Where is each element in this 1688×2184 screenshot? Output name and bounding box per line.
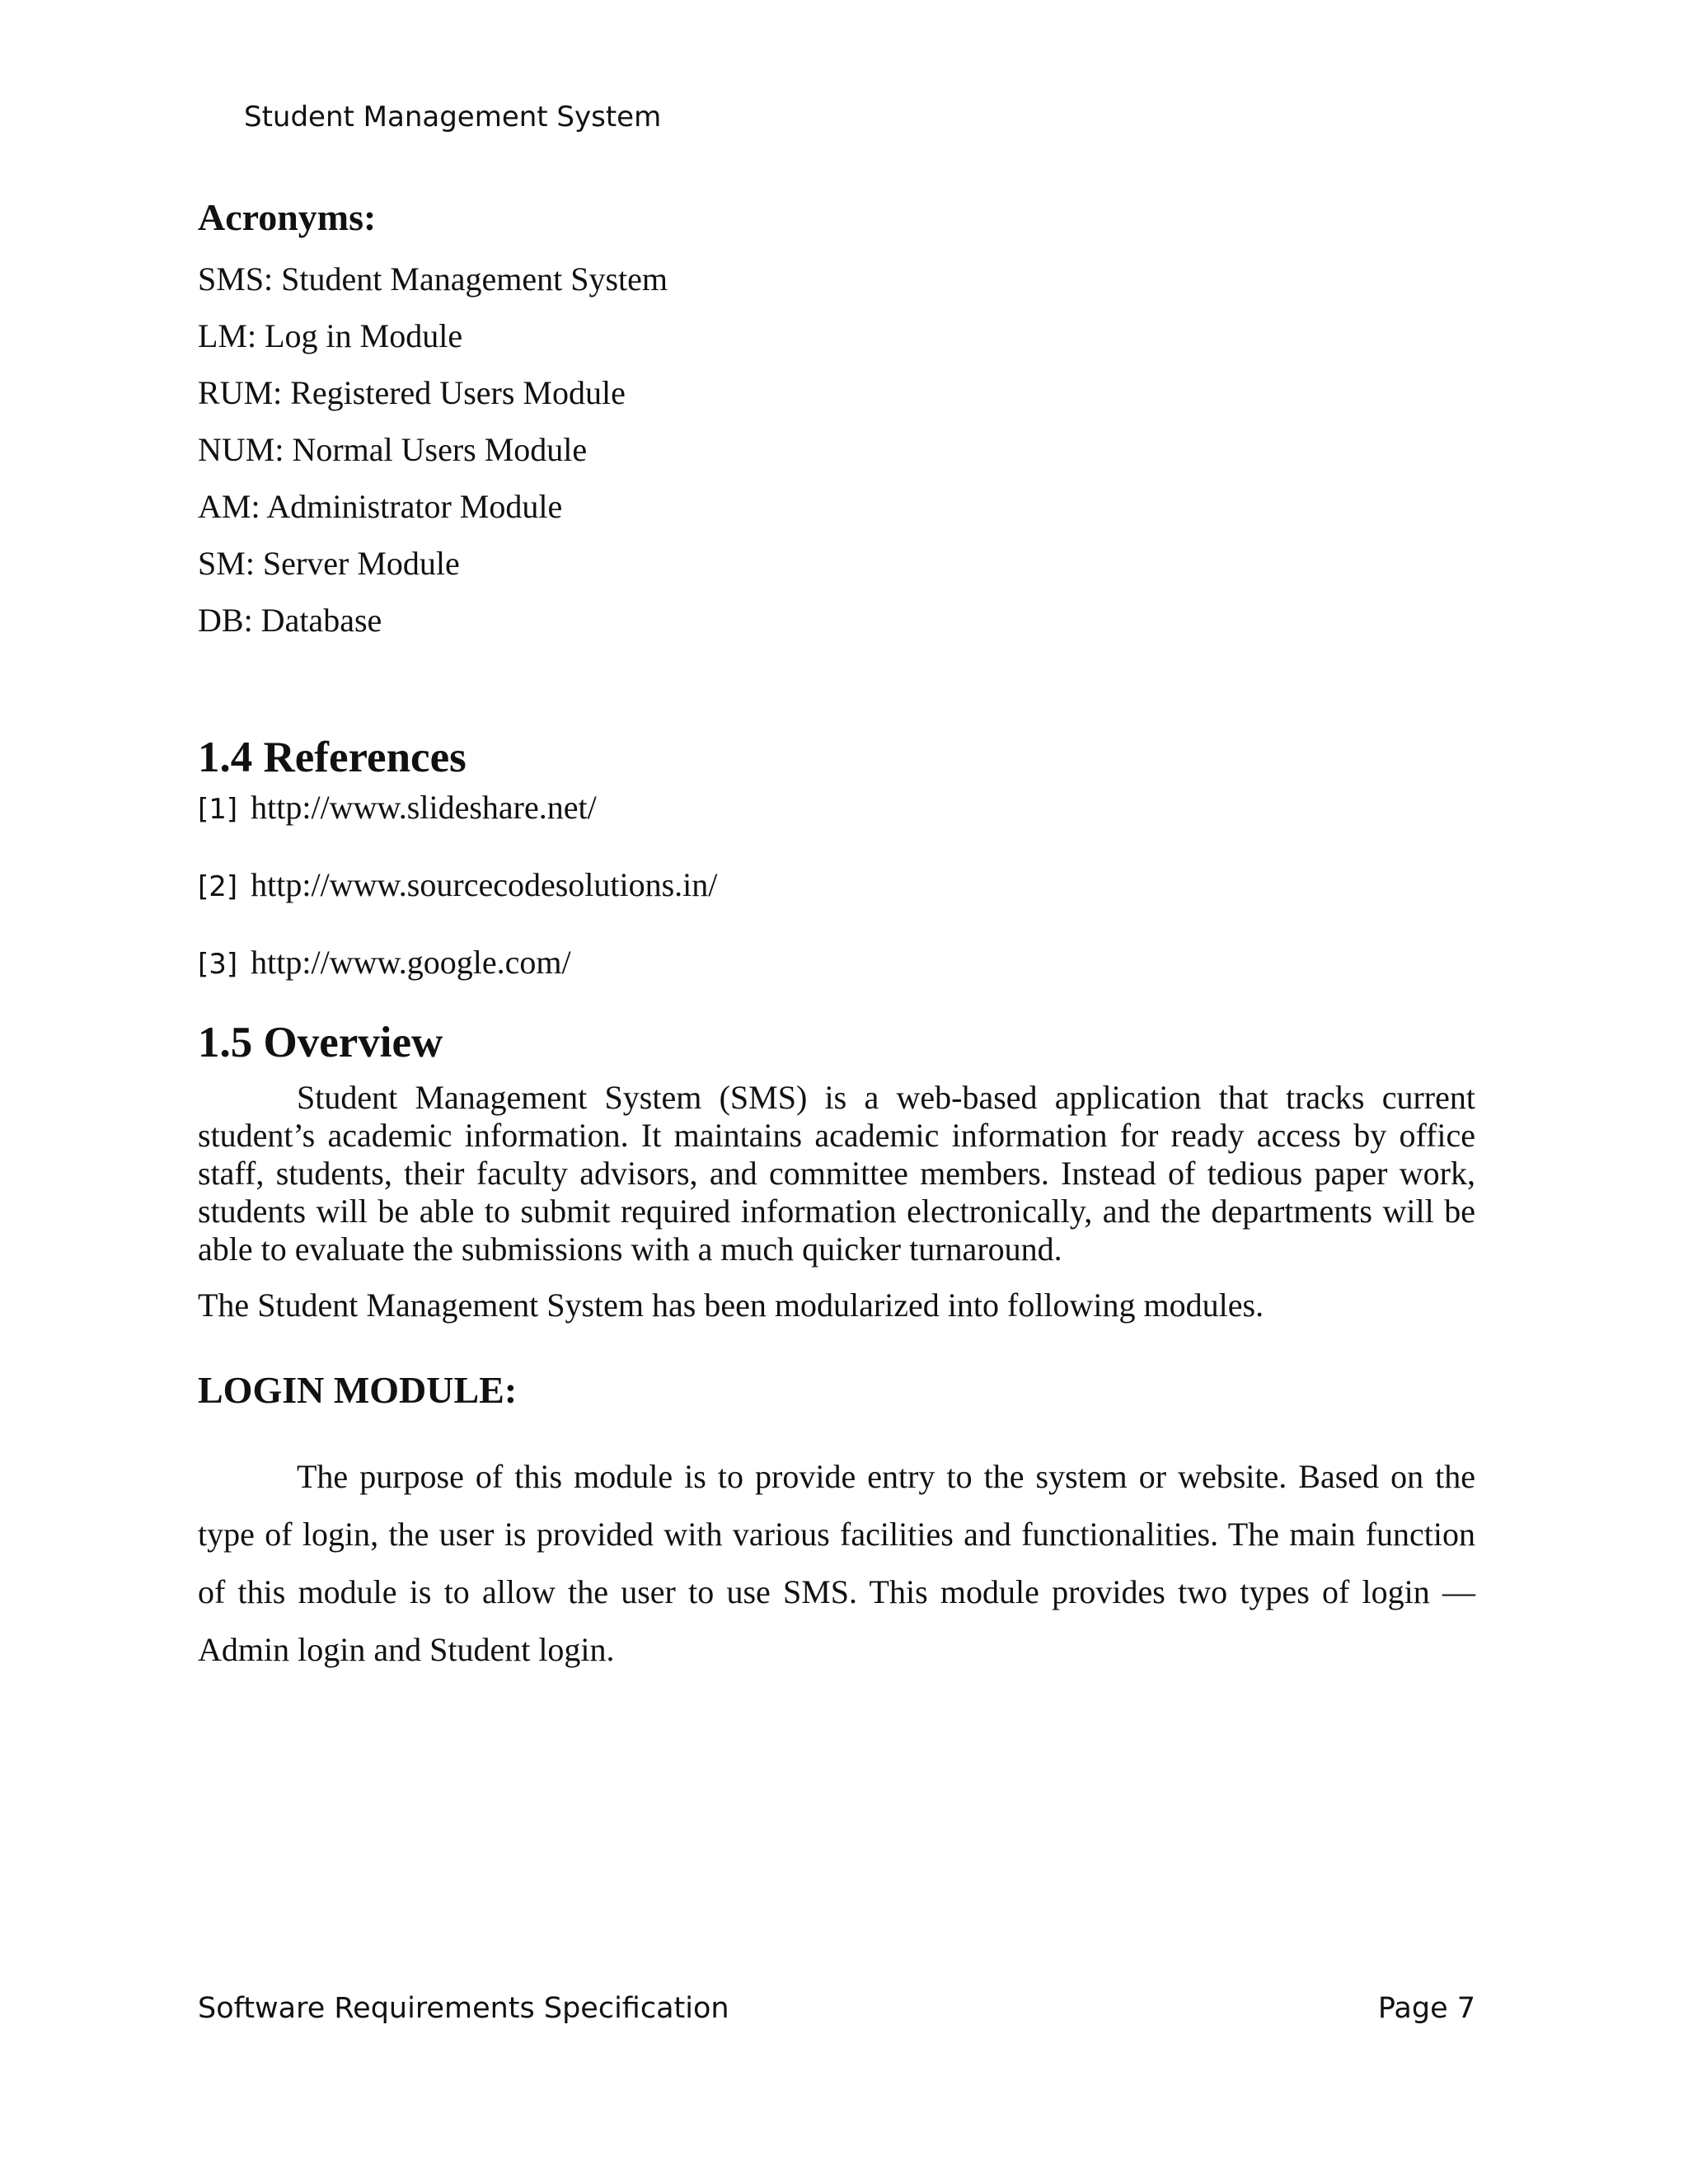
acronym-item: SM: Server Module xyxy=(198,545,460,582)
acronym-item: LM: Log in Module xyxy=(198,317,463,354)
reference-url: http://www.google.com/ xyxy=(251,944,571,981)
acronym-item: NUM: Normal Users Module xyxy=(198,431,588,468)
reference-url: http://www.sourcecodesolutions.in/ xyxy=(251,866,718,903)
acronym-item: SMS: Student Management System xyxy=(198,260,668,298)
reference-item xyxy=(198,787,1475,865)
overview-paragraph: Student Management System (SMS) is a web-based application that tracks current student’s academic information. It maintains academic information for ready access by office staff, students, their faculty advisors, and committee members. Instead of tedious paper work, students will be able to submit required information electronically, and the departments will be able to evaluate the submissions with a much quicker turnaround. xyxy=(198,1079,1475,1268)
footer-document-title: Software Requirements Specification xyxy=(198,1992,729,2025)
overview-section xyxy=(198,1013,1475,1324)
acronym-item: AM: Administrator Module xyxy=(198,488,563,525)
acronym-item: RUM: Registered Users Module xyxy=(198,374,626,411)
reference-number: [2] xyxy=(198,870,238,903)
reference-item xyxy=(198,942,1475,1019)
running-header: Student Management System xyxy=(244,101,662,134)
reference-number: [1] xyxy=(198,793,238,826)
reference-item xyxy=(198,865,1475,942)
acronyms-heading: Acronyms: xyxy=(198,196,377,238)
overview-modules-paragraph: The Student Management System has been modularized into following modules. xyxy=(198,1286,1264,1324)
footer-page-number: Page 7 xyxy=(1377,1992,1475,2025)
login-module-paragraph: The purpose of this module is to provide entry to the system or website. Based on the type of login, the user is provided with various facilities and functionalities. The main function of this module is to allow the user to use SMS. This module provides two types of login —Admin login and Student login. xyxy=(198,1458,1475,1668)
reference-url: http://www.slideshare.net/ xyxy=(251,789,597,826)
overview-heading: 1.5 Overview xyxy=(198,1019,443,1066)
acronyms-section xyxy=(198,191,1475,649)
reference-number: [3] xyxy=(198,948,238,981)
references-section xyxy=(198,728,1475,1019)
page-content xyxy=(198,191,1475,1679)
login-module-heading: LOGIN MODULE: xyxy=(198,1369,518,1411)
acronym-item: DB: Database xyxy=(198,602,382,639)
login-module-section xyxy=(198,1364,1475,1679)
references-heading: 1.4 References xyxy=(198,733,467,781)
